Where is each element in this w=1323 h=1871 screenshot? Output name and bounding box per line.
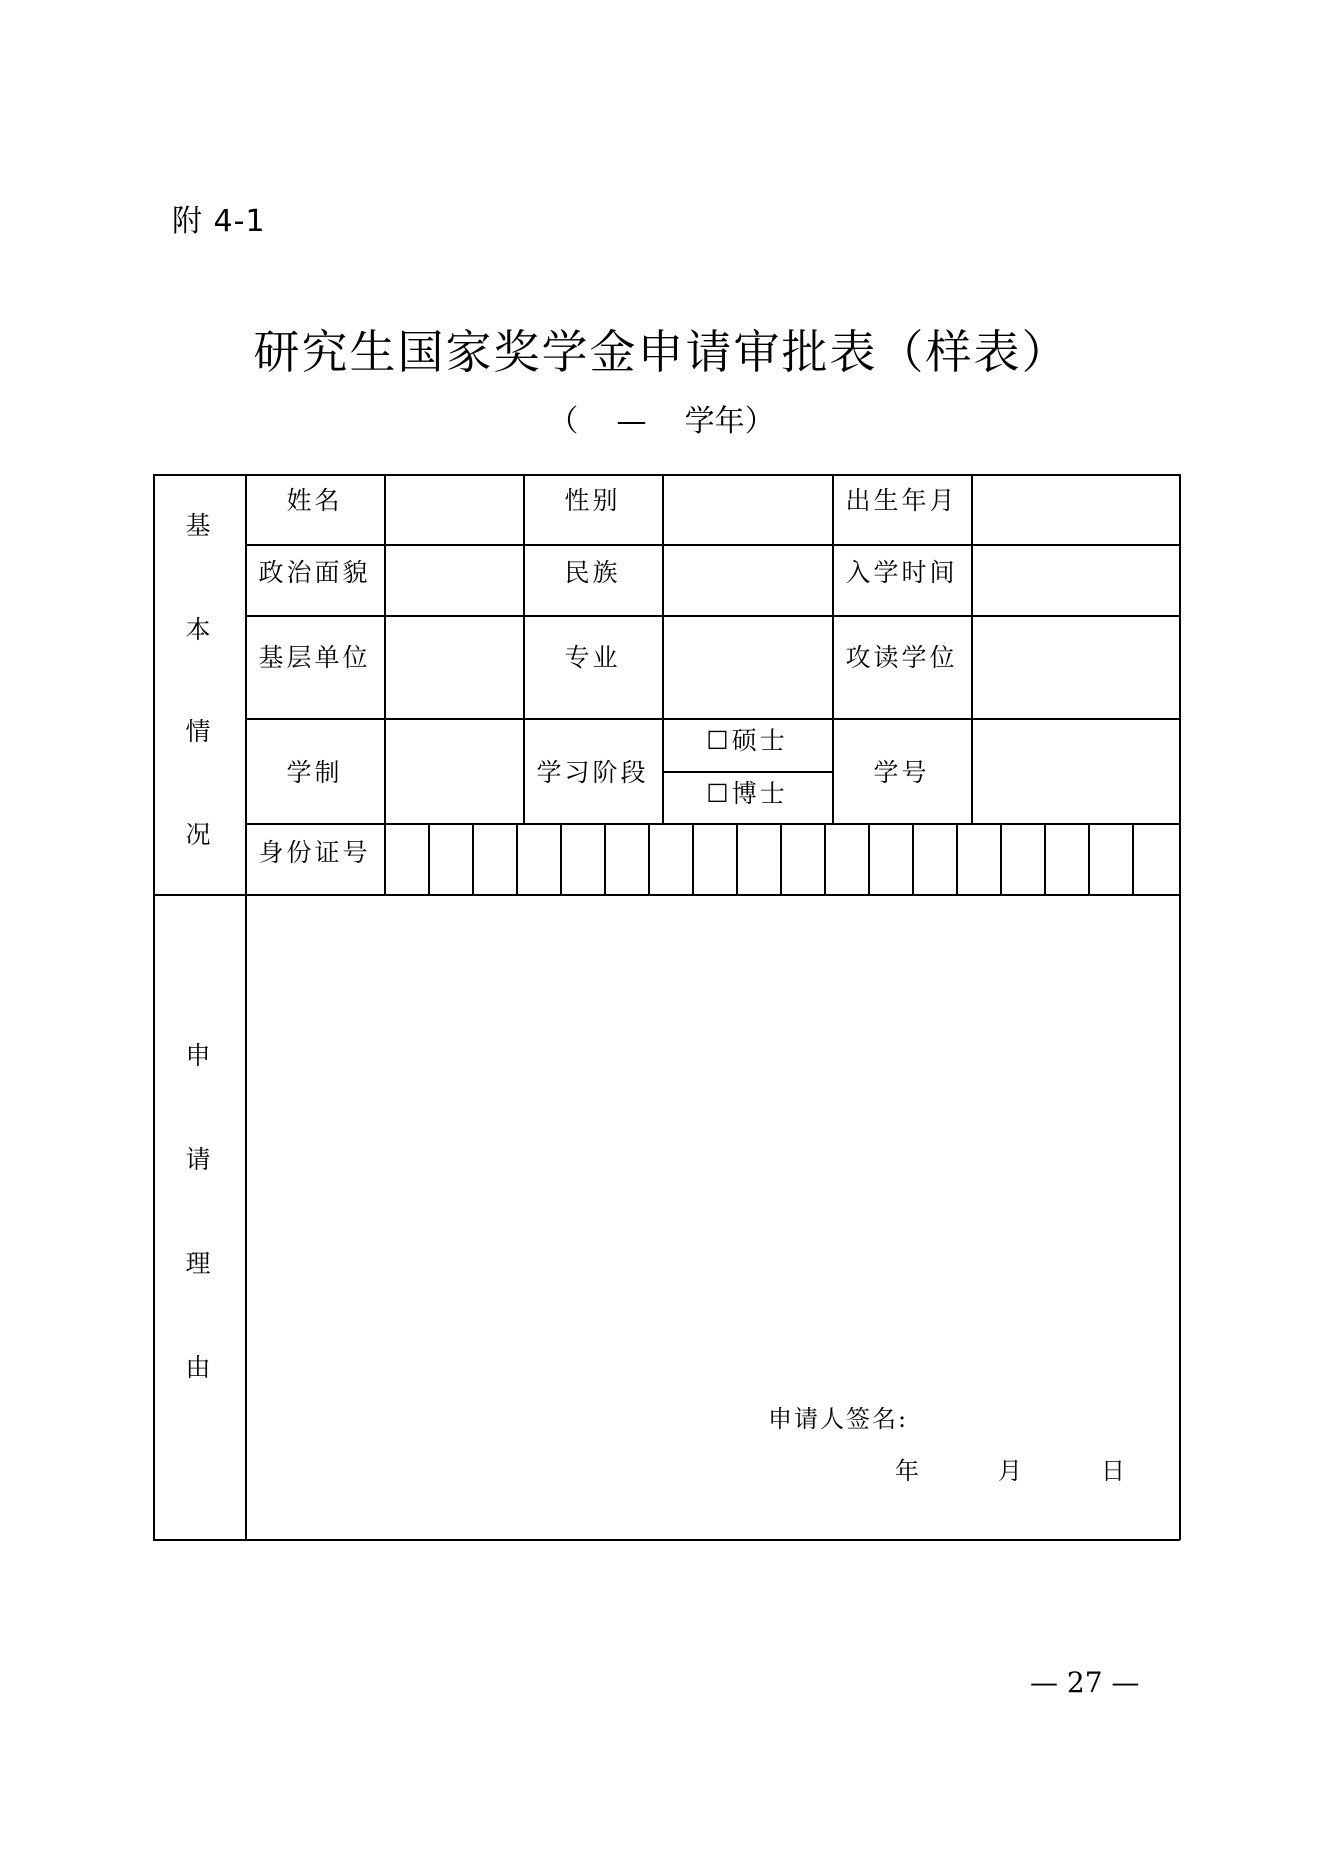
birth-label: 出生年月 xyxy=(845,486,958,515)
enroll-date-value-cell[interactable] xyxy=(971,544,1179,615)
id-digit-divider xyxy=(648,823,650,895)
id-digit-divider xyxy=(516,823,518,895)
degree-label: 攻读学位 xyxy=(845,643,958,672)
reason-label-char: 由 xyxy=(185,1353,211,1382)
reason-text-area[interactable] xyxy=(247,896,1177,1396)
ethnicity-value-cell[interactable] xyxy=(662,544,832,615)
ethnicity-label: 民族 xyxy=(564,558,621,587)
id-digit-divider xyxy=(956,823,958,895)
id-digit-divider xyxy=(692,823,694,895)
gender-value-cell[interactable] xyxy=(662,474,832,544)
id-digit-divider xyxy=(560,823,562,895)
id-digit-divider xyxy=(868,823,870,895)
reason-label-char: 理 xyxy=(185,1249,211,1278)
id-number-label: 身份证号 xyxy=(258,838,371,867)
id-digit-divider xyxy=(1044,823,1046,895)
id-digit-divider xyxy=(604,823,606,895)
id-digit-divider xyxy=(472,823,474,895)
study-stage-label: 学习阶段 xyxy=(536,757,649,787)
name-label: 姓名 xyxy=(286,486,343,515)
unit-label: 基层单位 xyxy=(258,643,371,672)
name-value-cell[interactable] xyxy=(384,474,523,544)
unit-value-cell[interactable] xyxy=(384,615,523,718)
table-border-left xyxy=(153,474,155,1540)
applicant-signature-label: 申请人签名: xyxy=(768,1405,909,1433)
gender-label: 性别 xyxy=(564,486,621,515)
major-value-cell[interactable] xyxy=(662,615,832,718)
student-id-value-cell[interactable] xyxy=(971,718,1179,823)
table-border-bottom xyxy=(153,1539,1180,1541)
page-number: — 27 — xyxy=(1030,1666,1140,1699)
politics-label: 政治面貌 xyxy=(258,558,371,587)
signature-date-line: 年 月 日 xyxy=(895,1457,1128,1485)
attachment-label: 附 4-1 xyxy=(172,204,266,239)
basic-info-label-char: 况 xyxy=(185,820,211,849)
basic-info-label-char: 基 xyxy=(185,511,211,540)
program-length-value-cell[interactable] xyxy=(384,718,523,823)
basic-info-label-char: 情 xyxy=(185,717,211,746)
id-digit-divider xyxy=(912,823,914,895)
doctor-checkbox[interactable]: ☐博士 xyxy=(706,779,788,808)
id-digit-divider xyxy=(1088,823,1090,895)
program-length-label: 学制 xyxy=(286,757,343,787)
page-title: 研究生国家奖学金申请审批表（样表） xyxy=(253,325,1070,379)
id-digit-divider xyxy=(780,823,782,895)
enroll-date-label: 入学时间 xyxy=(845,558,958,587)
basic-info-label-char: 本 xyxy=(185,615,211,644)
id-digit-divider xyxy=(824,823,826,895)
id-digit-divider xyxy=(736,823,738,895)
id-digit-divider xyxy=(1132,823,1134,895)
reason-label-char: 申 xyxy=(185,1041,211,1070)
politics-value-cell[interactable] xyxy=(384,544,523,615)
degree-value-cell[interactable] xyxy=(971,615,1179,718)
student-id-label: 学号 xyxy=(873,757,930,787)
major-label: 专业 xyxy=(564,643,621,672)
birth-value-cell[interactable] xyxy=(971,474,1179,544)
id-digit-divider xyxy=(428,823,430,895)
table-border-right xyxy=(1179,474,1181,1540)
id-digit-divider xyxy=(1000,823,1002,895)
master-checkbox[interactable]: ☐硕士 xyxy=(706,726,788,755)
academic-year-line: （ — 学年） xyxy=(548,404,775,439)
reason-label-char: 请 xyxy=(185,1145,211,1174)
